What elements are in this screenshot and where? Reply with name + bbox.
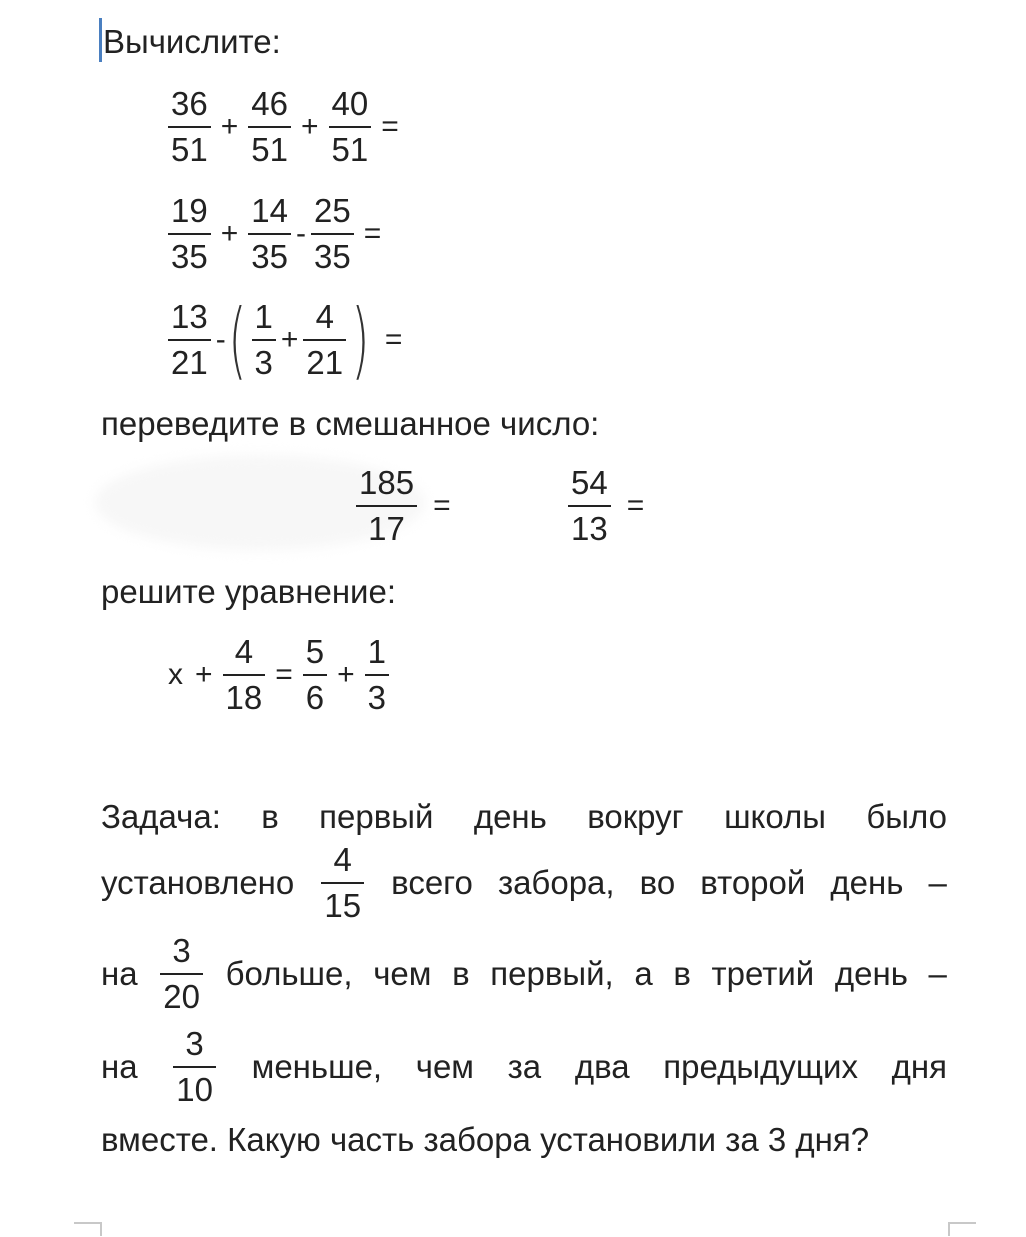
numerator: 14 — [251, 192, 288, 229]
fraction-bar — [252, 339, 276, 341]
word: забора, — [497, 864, 615, 901]
word: – — [928, 864, 947, 901]
word: первый, — [490, 955, 614, 992]
denominator: 3 — [367, 679, 387, 716]
fraction-bar — [365, 674, 389, 676]
fraction-bar — [568, 505, 611, 507]
word: – — [928, 955, 947, 992]
fraction — [168, 299, 211, 381]
equals-sign: = — [384, 323, 403, 356]
fraction-bar — [168, 233, 211, 235]
fraction — [329, 86, 372, 168]
numerator: 3 — [185, 1025, 204, 1062]
fraction-bar — [356, 505, 417, 507]
numerator: 4 — [315, 298, 334, 335]
numerator: 1 — [254, 298, 273, 335]
word: в — [673, 955, 691, 992]
fraction — [168, 193, 211, 275]
problem-line-2 — [101, 842, 947, 924]
fraction-bar — [168, 339, 211, 341]
numerator: 13 — [171, 298, 208, 335]
right-parenthesis: ) — [351, 291, 370, 389]
fraction — [248, 193, 291, 275]
numerator: 4 — [333, 841, 352, 878]
numerator: 36 — [171, 85, 208, 122]
numerator: 5 — [305, 633, 325, 670]
denominator: 51 — [331, 131, 369, 168]
equals-sign: = — [433, 489, 451, 522]
fraction-bar — [160, 973, 203, 975]
page-corner-mark-right — [948, 1222, 976, 1236]
expression-2 — [164, 193, 387, 275]
fraction — [252, 299, 276, 381]
page-corner-mark-left — [74, 1222, 102, 1236]
word: Задача: — [101, 798, 221, 835]
numerator: 40 — [331, 85, 369, 122]
expression-3 — [164, 291, 408, 389]
word: вокруг — [587, 798, 684, 835]
fraction — [160, 933, 203, 1015]
denominator: 35 — [251, 238, 288, 275]
problem-line-1 — [101, 798, 947, 836]
operator: + — [280, 323, 299, 356]
operator: - — [295, 217, 306, 250]
fraction-bar — [168, 126, 211, 128]
denominator: 18 — [225, 679, 263, 716]
denominator: 51 — [171, 131, 208, 168]
fraction — [303, 634, 327, 716]
word: дня — [891, 1048, 947, 1085]
fraction — [173, 1026, 216, 1108]
word: больше, — [225, 955, 353, 992]
operator: + — [300, 110, 319, 143]
word: два — [574, 1048, 630, 1085]
denominator: 21 — [306, 344, 344, 381]
fraction-bar — [248, 233, 291, 235]
numerator: 185 — [359, 464, 415, 501]
word: в — [452, 955, 470, 992]
numerator: 46 — [251, 85, 288, 122]
denominator: 35 — [171, 238, 208, 275]
denominator: 21 — [171, 344, 208, 381]
fraction-bar — [303, 339, 346, 341]
fraction — [311, 193, 354, 275]
denominator: 20 — [163, 978, 200, 1015]
variable-x: x — [168, 658, 183, 691]
denominator: 15 — [324, 887, 362, 924]
word: третий — [711, 955, 815, 992]
numerator: 4 — [234, 633, 254, 670]
word: всего — [391, 864, 473, 901]
operator: + — [220, 110, 239, 143]
word: день — [830, 864, 904, 901]
word: было — [866, 798, 947, 835]
fraction — [223, 634, 266, 716]
fraction-bar — [173, 1066, 216, 1068]
fraction — [303, 299, 346, 381]
fraction-bar — [329, 126, 372, 128]
denominator: 10 — [176, 1071, 213, 1108]
word: во — [639, 864, 676, 901]
fraction-bar — [303, 674, 327, 676]
equals-sign: = — [363, 217, 382, 250]
fraction — [168, 86, 211, 168]
fraction — [248, 86, 291, 168]
fraction-bar — [223, 674, 266, 676]
word: на — [101, 955, 138, 992]
text-cursor — [99, 18, 102, 62]
numerator: 3 — [172, 932, 191, 969]
word: установлено — [101, 864, 295, 901]
fraction — [365, 634, 389, 716]
equals-sign: = — [381, 110, 399, 143]
word: за — [507, 1048, 542, 1085]
section-title-compute: Вычислите: — [103, 23, 281, 60]
word: школы — [724, 798, 826, 835]
numerator: 1 — [367, 633, 387, 670]
denominator: 35 — [313, 238, 351, 275]
word: чем — [415, 1048, 474, 1085]
fraction-bar — [311, 233, 354, 235]
section-title-mixed-number: переведите в смешанное число: — [101, 405, 600, 442]
fraction-bar — [248, 126, 291, 128]
word: в — [261, 798, 279, 835]
problem-line-4 — [101, 1026, 947, 1108]
left-parenthesis: ( — [228, 291, 247, 389]
section-title-equation: решите уравнение: — [101, 573, 397, 610]
word: день — [473, 798, 547, 835]
fraction — [356, 465, 417, 547]
numerator: 25 — [313, 192, 351, 229]
operator: + — [337, 658, 355, 691]
word: первый — [319, 798, 434, 835]
word: второй — [700, 864, 806, 901]
numerator: 54 — [571, 464, 608, 501]
fraction-bar — [321, 882, 364, 884]
numerator: 19 — [171, 192, 208, 229]
denominator: 3 — [254, 344, 273, 381]
operator: - — [215, 323, 226, 356]
denominator: 13 — [571, 510, 608, 547]
expression-1 — [164, 86, 405, 168]
fraction — [321, 842, 364, 924]
word: на — [101, 1048, 138, 1085]
word: чем — [373, 955, 432, 992]
word: а — [634, 955, 653, 992]
equals-sign: = — [626, 489, 645, 522]
operator: + — [220, 217, 239, 250]
denominator: 17 — [368, 510, 405, 547]
equals-sign: = — [275, 658, 293, 691]
equation — [162, 634, 393, 716]
problem-line-5: вместе. Какую часть забора установили за 3 дня? — [101, 1121, 870, 1158]
word: день — [834, 955, 908, 992]
operator: + — [195, 658, 213, 691]
word: меньше, — [251, 1048, 383, 1085]
mixed-fraction-2 — [564, 465, 650, 547]
fraction — [568, 465, 611, 547]
denominator: 6 — [305, 679, 325, 716]
word: предыдущих — [663, 1048, 858, 1085]
mixed-fraction-1 — [352, 465, 457, 547]
problem-line-3 — [101, 933, 947, 1015]
denominator: 51 — [251, 131, 288, 168]
